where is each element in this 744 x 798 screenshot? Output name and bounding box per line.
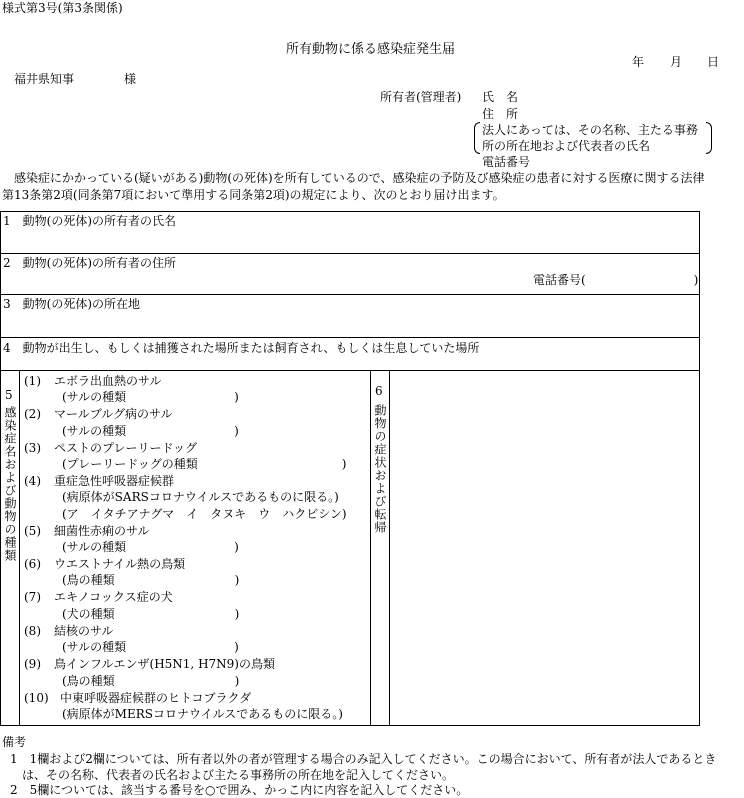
owner-phone-label: 電話番号 [482,155,531,169]
row-3-location: 3 動物(の死体)の所在地 [3,297,140,311]
disease-item-1-name: エボラ出血熱のサル [54,374,162,388]
notes-heading: 備考 [2,735,27,749]
addressee-name: 福井県知事 [14,72,75,86]
disease-item-2-no: (2) [24,407,41,421]
disease-item-10-name: 中東呼吸器症候群のヒトコブラクダ [60,691,252,705]
disease-item-1-no: (1) [24,374,41,388]
disease-item-7-no: (7) [24,590,41,604]
section-6-label: 動物の症状および転帰 [373,404,387,534]
date-day: 日 [707,55,720,69]
note-2: 2 5欄については、該当する番号を○で囲み、かっこ内に内容を記入してください。 [10,783,469,797]
disease-item-4-sub2: (ア イタチアナグマ イ タヌキ ウ ハクビシン) [62,507,347,521]
disease-item-6-no: (6) [24,557,41,571]
disease-item-4-name: 重症急性呼吸器症候群 [54,474,175,488]
row-4-origin-place: 4 動物が出生し、もしくは捕獲された場所または飼育され、もしくは生息していた場所 [3,341,480,355]
disease-item-8-no: (8) [24,624,41,638]
disease-item-2-sub: (サルの種類 ) [62,424,239,438]
intro-line-2: 第13条第2項(同条第7項において準用する同条第2項)の規定により、次のとおり届け出ます。 [2,188,505,202]
row-2-owner-address: 2 動物(の死体)の所有者の住所 [3,256,176,270]
disease-item-5-name: 細菌性赤痢のサル [54,524,150,538]
disease-item-3-no: (3) [24,441,41,455]
bracket-left [474,122,480,154]
disease-item-8-name: 結核のサル [54,624,114,638]
disease-item-9-name: 鳥インフルエンザ(H5N1, H7N9)の鳥類 [54,657,275,671]
section-5-number: 5 [5,388,13,402]
disease-item-7-sub: (犬の種類 ) [62,607,240,621]
owner-label: 所有者(管理者) [380,90,462,104]
disease-item-6-name: ウエストナイル熱の鳥類 [54,557,186,571]
owner-address-label: 住 所 [482,107,519,121]
row-2-phone: 電話番号( ) [533,273,699,287]
row-1-owner-name: 1 動物(の死体)の所有者の氏名 [3,214,176,228]
disease-item-3-name: ペストのプレーリードッグ [54,441,198,455]
owner-name-label: 氏 名 [482,90,519,104]
disease-item-4-sub: (病原体がSARSコロナウイルスであるものに限る。) [62,490,339,504]
disease-item-6-sub: (鳥の種類 ) [62,573,240,587]
symptoms-input-area[interactable] [392,374,692,722]
disease-item-9-no: (9) [24,657,41,671]
note-1-line-2: は、その名称、代表者の氏名および主たる事務所の所在地を記入してください。 [22,768,455,782]
disease-item-5-sub: (サルの種類 ) [62,540,239,554]
section-5-label: 感染症名および動物の種類 [3,406,17,562]
form-number: 様式第3号(第3条関係) [2,1,123,15]
date-month: 月 [670,55,683,69]
bracket-right [706,122,712,154]
section-6-number: 6 [375,384,383,398]
disease-item-3-sub: (プレーリードッグの種類 ) [62,457,347,471]
owner-corp-note-2: 所の所在地および代表者の氏名 [482,139,651,153]
disease-item-5-no: (5) [24,524,41,538]
disease-item-10-no: (10) [24,691,49,705]
form-title: 所有動物に係る感染症発生届 [286,42,456,57]
disease-item-8-sub: (サルの種類 ) [62,640,239,654]
owner-corp-note-1: 法人にあっては、その名称、主たる事務 [482,123,698,137]
addressee-honorific: 様 [124,72,137,86]
disease-item-1-sub: (サルの種類 ) [62,390,239,404]
disease-item-4-no: (4) [24,474,41,488]
disease-item-2-name: マールブルグ病のサル [54,407,173,421]
note-1-line-1: 1 1欄および2欄については、所有者以外の者が管理する場合のみ記入してください。この場合において、所有者が法人であるとき [10,752,717,766]
disease-item-7-name: エキノコックス症の犬 [54,590,173,604]
disease-item-10-sub: (病原体がMERSコロナウイルスであるものに限る。) [62,707,343,721]
date-year: 年 [632,55,645,69]
disease-item-9-sub: (鳥の種類 ) [62,674,240,688]
intro-line-1: 感染症にかかっている(疑いがある)動物(の死体)を所有しているので、感染症の予防及び感染症の患者に対する医療に関する法律 [2,171,705,185]
